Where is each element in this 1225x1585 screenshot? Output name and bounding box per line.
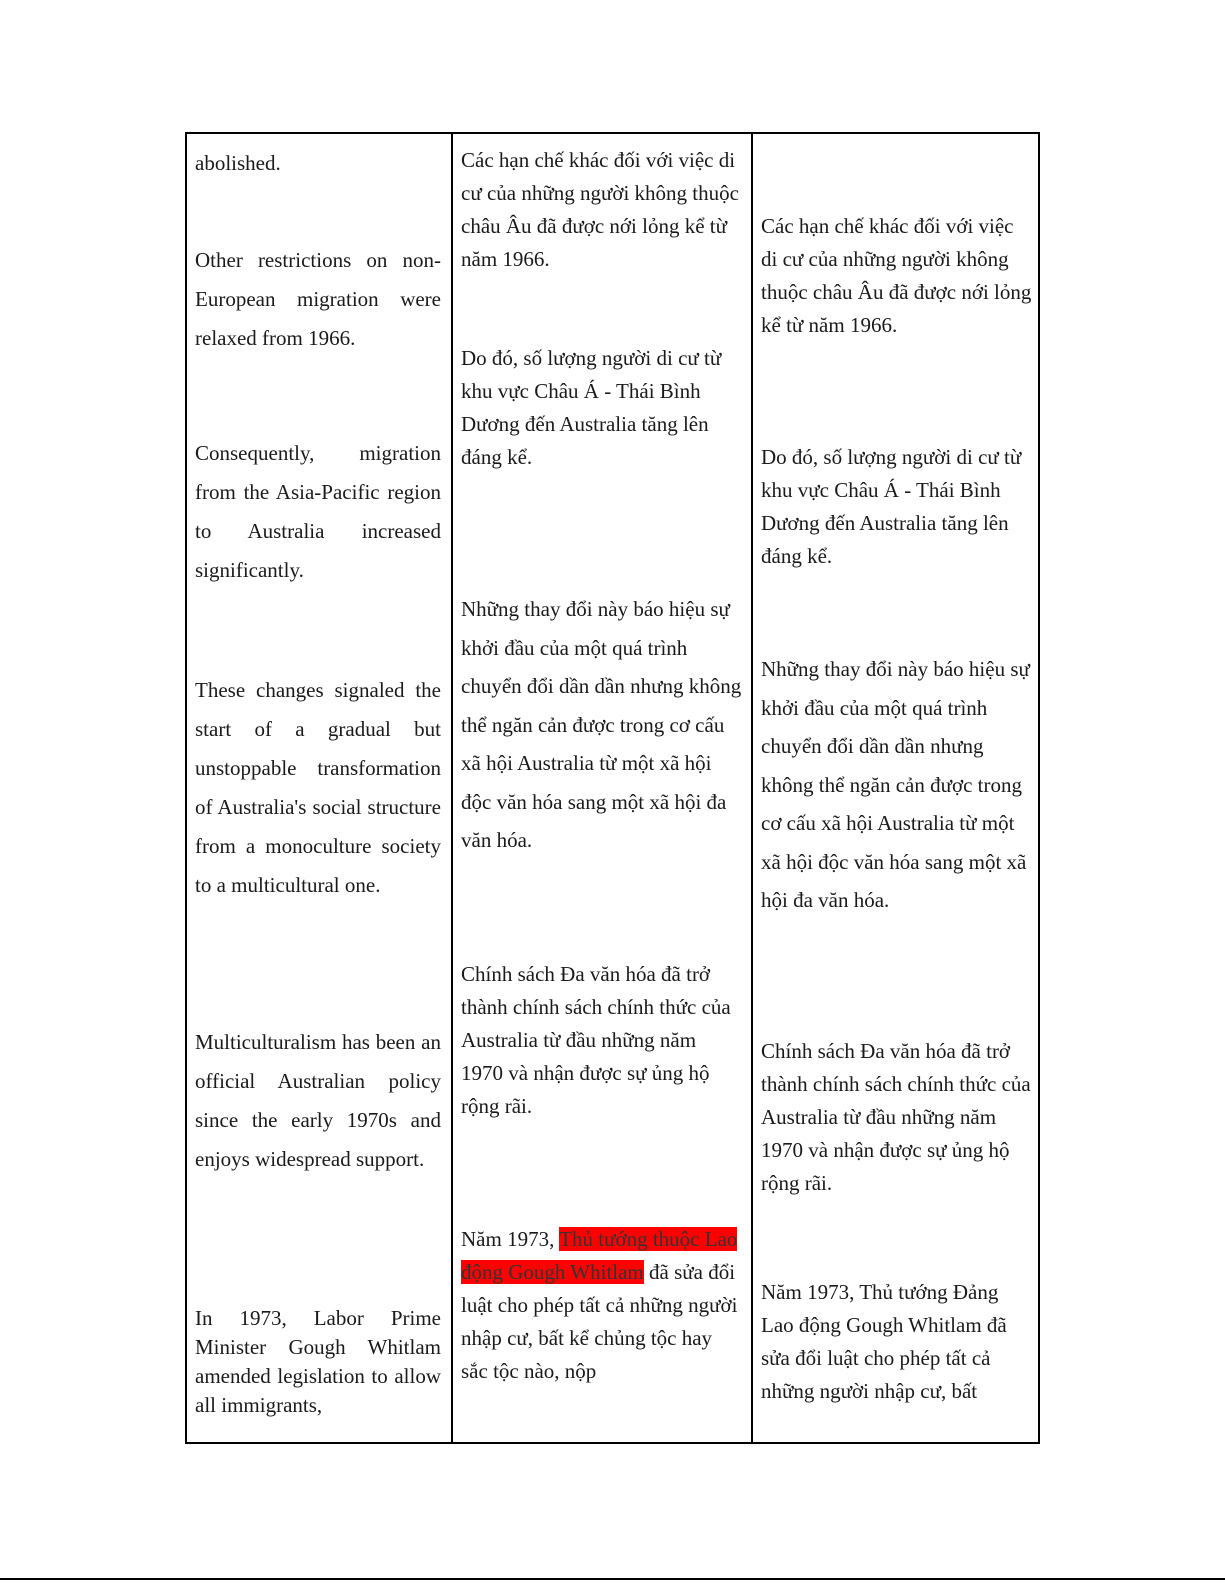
english-column	[187, 134, 451, 1442]
revised-text: Những thay đổi này báo hiệu sự khởi đầu của một quá trình chuyển đổi dần dần nhưng không thể ngăn cản được trong cơ cấu xã hội Australia từ một xã hội độc văn hóa sang một xã hội đa văn hóa.	[761, 657, 1030, 912]
vietnamese-text: Những thay đổi này báo hiệu sự khởi đầu của một quá trình chuyển đổi dần dần nhưng không thể ngăn cản được trong cơ cấu xã hội Australia từ một xã hội độc văn hóa sang một xã hội đa văn hóa.	[461, 597, 742, 852]
revised-text: Do đó, số lượng người di cư từ khu vực Châu Á - Thái Bình Dương đến Australia tăng lên đáng kể.	[761, 445, 1022, 568]
page-bottom-rule	[0, 1578, 1225, 1580]
vietnamese-text: Các hạn chế khác đối với việc di cư của những người không thuộc châu Âu đã được nới lỏng kể từ năm 1966.	[461, 148, 739, 271]
english-text: Other restrictions on non-European migration were relaxed from 1966.	[195, 248, 441, 350]
english-text: These changes signaled the start of a gradual but unstoppable transformation of Australia's social structure from a monoculture society to a multicultural one.	[195, 678, 441, 897]
vietnamese-column	[453, 134, 751, 1442]
revised-text: Các hạn chế khác đối với việc di cư của những người không thuộc châu Âu đã được nới lỏng kể từ năm 1966.	[761, 214, 1032, 337]
highlighted-text: Thủ tướng thuộc Lao động Gough Whitlam	[461, 1227, 738, 1284]
revised-text: Năm 1973, Thủ tướng Đảng Lao động Gough Whitlam đã sửa đổi luật cho phép tất cả những người nhập cư, bất	[761, 1280, 1007, 1403]
english-text: abolished.	[195, 151, 281, 175]
translation-table	[185, 132, 1040, 1444]
revised-text: Chính sách Đa văn hóa đã trở thành chính sách chính thức của Australia từ đầu những năm 1970 và nhận được sự ủng hộ rộng rãi.	[761, 1039, 1031, 1195]
vietnamese-text: Do đó, số lượng người di cư từ khu vực Châu Á - Thái Bình Dương đến Australia tăng lên đáng kể.	[461, 346, 722, 469]
vietnamese-text: Năm 1973, Thủ tướng thuộc Lao động Gough Whitlam đã sửa đổi luật cho phép tất cả những người nhập cư, bất kể chủng tộc hay sắc tộc nào, nộp	[461, 1227, 738, 1383]
english-text: Consequently, migration from the Asia-Pacific region to Australia increased significantly.	[195, 441, 441, 582]
english-text: Multiculturalism has been an official Australian policy since the early 1970s and enjoys widespread support.	[195, 1030, 441, 1171]
revised-column	[753, 134, 1038, 1442]
english-text: In 1973, Labor Prime Minister Gough Whitlam amended legislation to allow all immigrants,	[195, 1306, 441, 1417]
vietnamese-text: Chính sách Đa văn hóa đã trở thành chính sách chính thức của Australia từ đầu những năm 1970 và nhận được sự ủng hộ rộng rãi.	[461, 962, 731, 1118]
